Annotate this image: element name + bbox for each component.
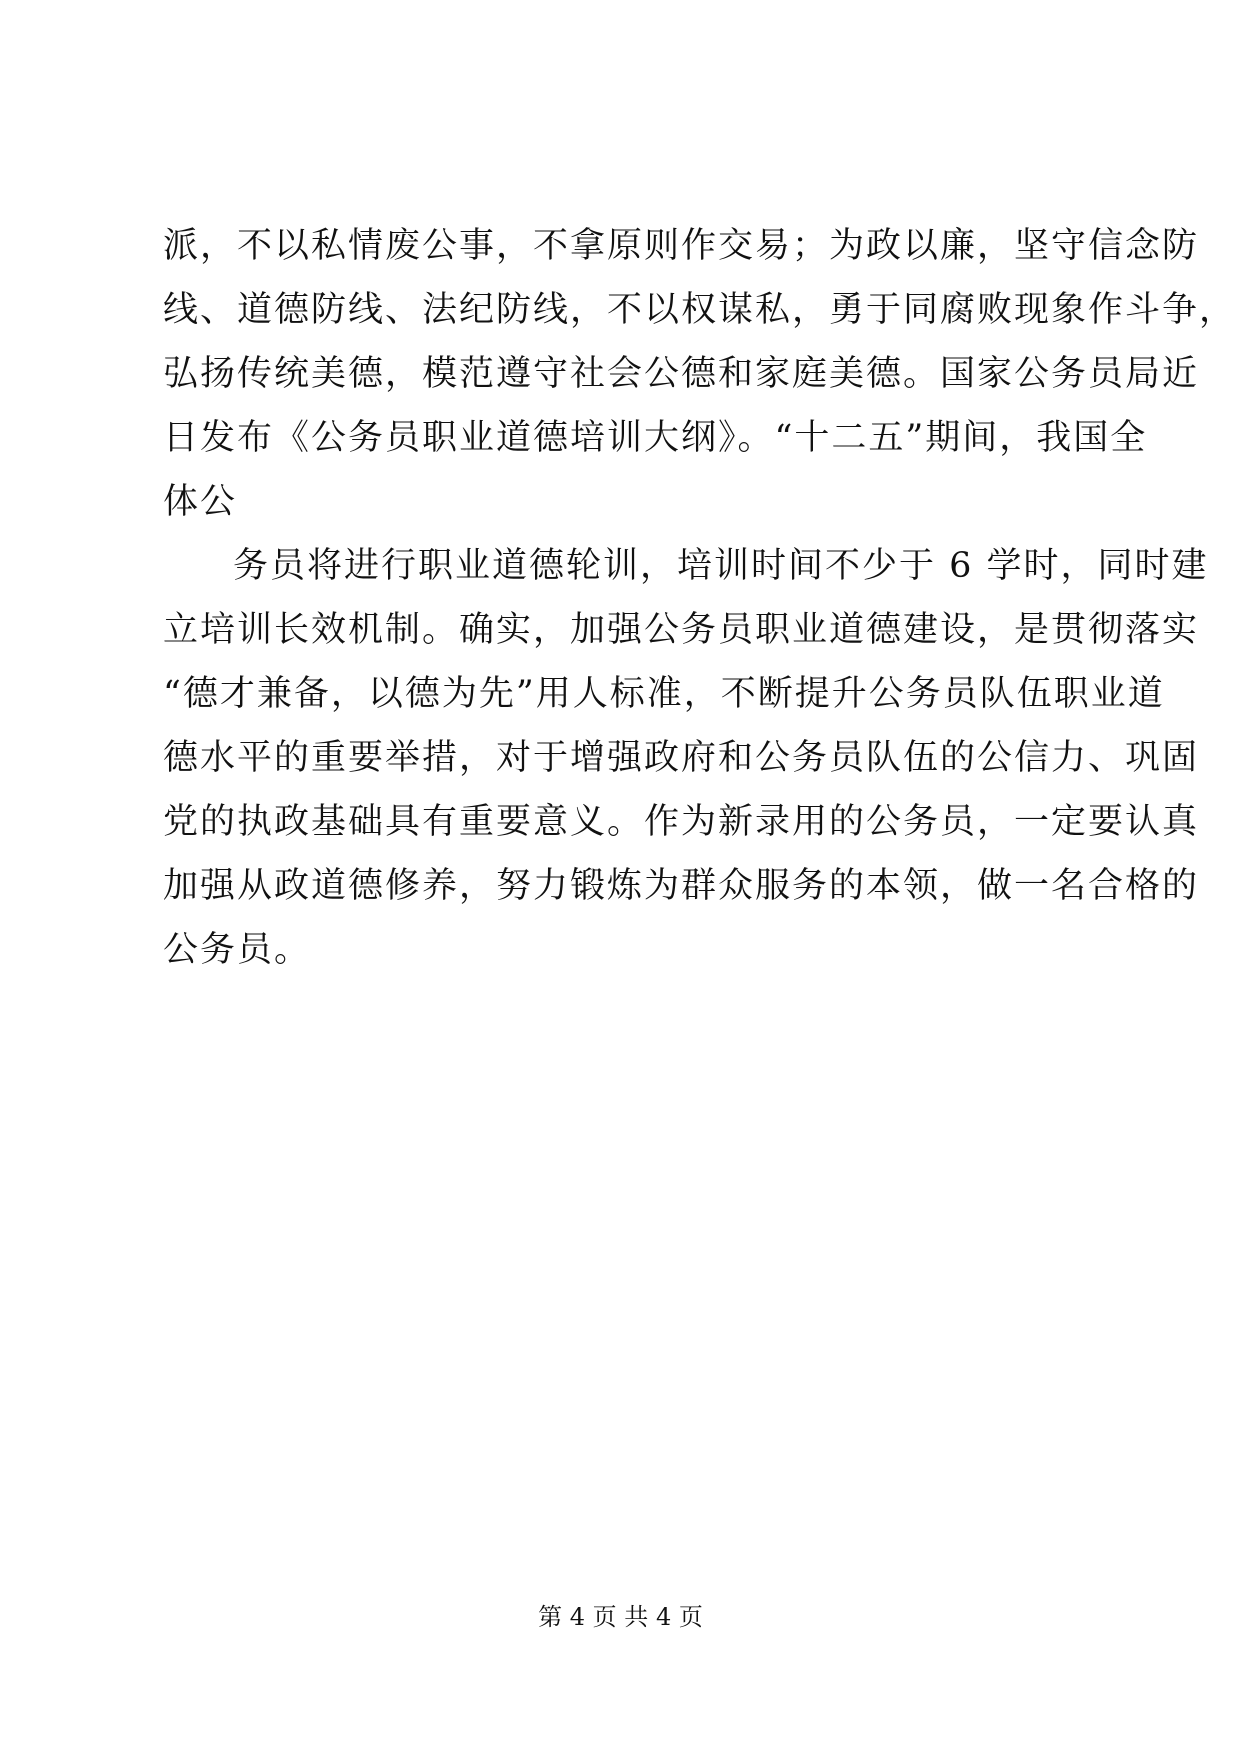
text-line: 加强从政道德修养，努力锻炼为群众服务的本领，做一名合格的 <box>163 866 1200 906</box>
text-line: 日发布《公务员职业道德培训大纲》。“十二五”期间，我国全 <box>163 418 1148 458</box>
text-line: 体公 <box>163 482 238 522</box>
text-line: 党的执政基础具有重要意义。作为新录用的公务员，一定要认真 <box>163 802 1200 842</box>
page-footer <box>0 1602 1241 1632</box>
page-number: 第 4 页 共 4 页 <box>538 1603 703 1631</box>
text-line: 公务员。 <box>163 930 312 970</box>
text-line: 立培训长效机制。确实，加强公务员职业道德建设，是贯彻落实 <box>163 610 1200 650</box>
body-text <box>163 214 1237 982</box>
text-line: 弘扬传统美德，模范遵守社会公德和家庭美德。国家公务员局近 <box>163 354 1200 394</box>
paragraph-first-line: 务员将进行职业道德轮训，培训时间不少于 6 学时，同时建 <box>233 546 1209 586</box>
text-line: “德才兼备，以德为先”用人标准，不断提升公务员队伍职业道 <box>163 674 1165 714</box>
text-line: 德水平的重要举措，对于增强政府和公务员队伍的公信力、巩固 <box>163 738 1200 778</box>
text-line: 线、道德防线、法纪防线，不以权谋私，勇于同腐败现象作斗争， <box>163 290 1237 330</box>
text-line: 派，不以私情废公事，不拿原则作交易；为政以廉，坚守信念防 <box>163 226 1200 266</box>
